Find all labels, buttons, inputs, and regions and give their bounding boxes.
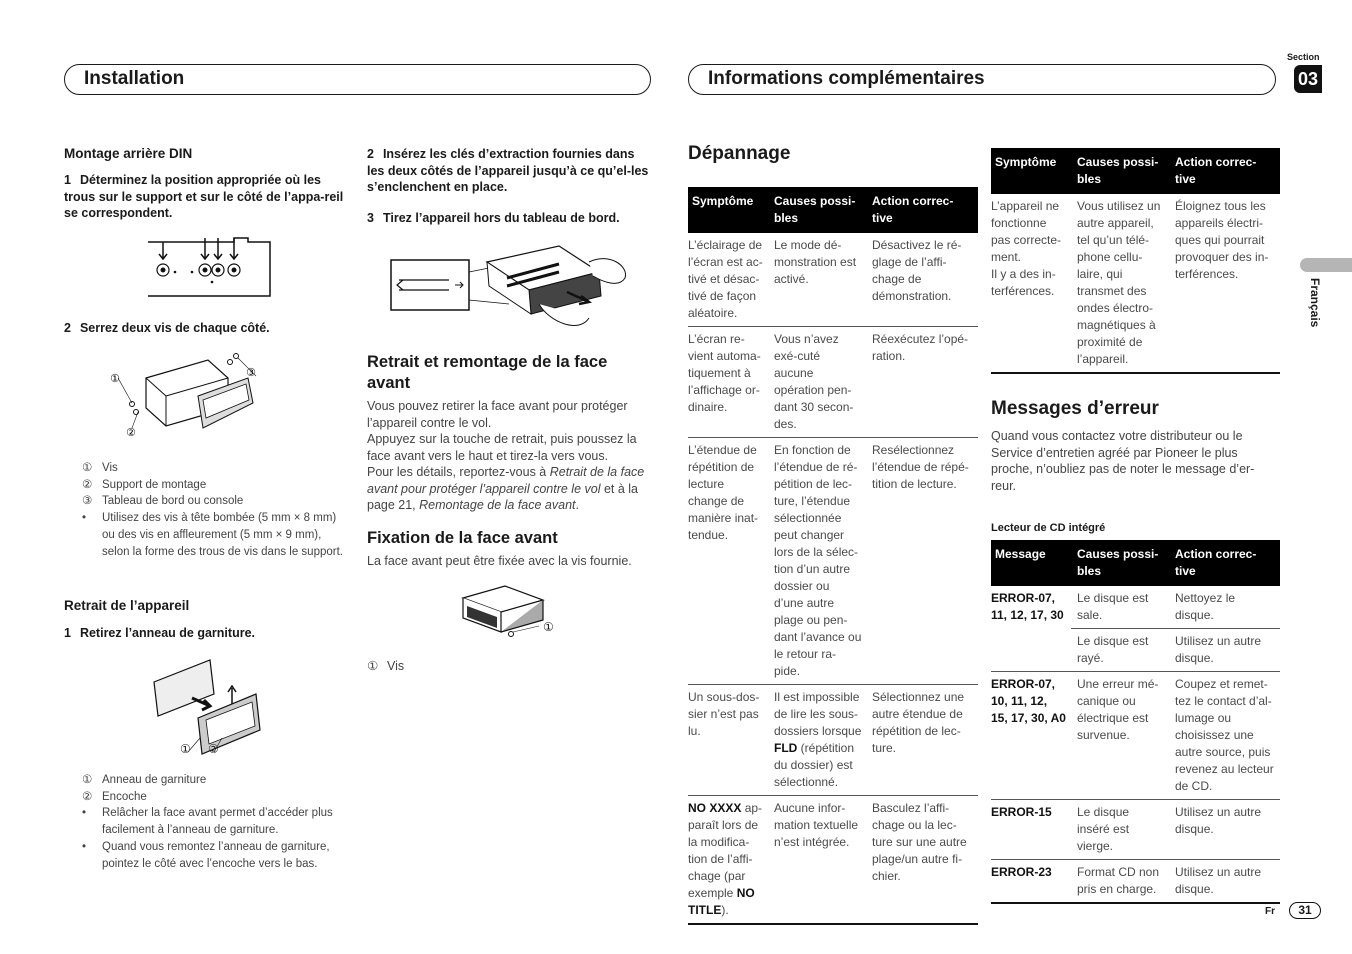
diagram-fixation-screw [459,584,561,644]
diagram-label-1: ① [110,372,120,385]
callout-list-1 [82,460,346,560]
table-row: ERROR-07, 11, 12, 17, 30 Le disque est sale. Nettoyez le disque. [991,586,1280,629]
table-row: L’écran re-vient automa-tiquement à l’affichage or-dinaire. Vous n’avez exé-cuté aucune opération pen-dant 30 secon-des. Réexécutez l’opé-ration. [688,327,978,438]
list-item: • Quand vous remontez l’anneau de garniture, pointez le côté avec l’encoche vers le bas. [82,840,330,870]
column-header: Symptôme [991,148,1071,194]
troubleshooting-table [688,187,978,925]
left-header-title: Installation [84,68,185,89]
column-header: Message [991,540,1071,586]
column-header: Action correc-tive [1169,148,1280,194]
list-item: ② Support de montage [82,478,207,491]
diagram-label-2: ② [126,426,136,439]
heading-retrait-appareil: Retrait de l’appareil [64,598,190,613]
column-4 [991,148,1280,896]
column-2 [367,146,651,673]
table-row: Un sous-dos-sier n’est pas lu. Il est impossible de lire les sous-dossiers lorsque FLD (répétition du dossier) est sélectionné. Sélectionnez une autre étendue de répétition de lec-ture. [688,685,978,796]
table-row: ERROR-23 Format CD non pris en charge. Utilisez un autre disque. [991,860,1280,904]
table-header-row [991,540,1280,586]
table-row: L’éclairage de l’écran est ac-tivé et désac-tivé de façon aléatoire. Le mode dé-monstration est activé. Désactivez le ré-glage de l’affi-chage de démonstration. [688,233,978,327]
right-header-pill [688,64,1276,95]
step-tirez: 3 Tirez l’appareil hors du tableau de bord. [367,211,620,225]
subheading-lecteur-cd: Lecteur de CD intégré [991,522,1106,534]
table-header-row [991,148,1280,194]
paragraph-messages-erreur: Quand vous contactez votre distributeur ou le Service d’entretien agréé par Pioneer le plus proche, n’oubliez pas de noter le message d’er-reur. [991,429,1255,493]
heading-montage-arriere: Montage arrière DIN [64,146,193,161]
column-3 [688,143,978,917]
diagram-label-trim-2: ② [208,742,219,756]
section-number: 03 [1294,65,1322,93]
paragraph-fixation: La face avant peut être fixée avec la vis fournie. [367,554,632,568]
list-item: ① Vis [367,659,405,673]
paragraph-retrait: Vous pouvez retirer la face avant pour protéger l’appareil contre le vol. Appuyez sur la touche de retrait, puis poussez la face avant vers le haut et tirez-la vers vous. Pour les détails, reportez-vous à Retrait de la face avant pour protéger l’appareil contre le vol et à la page 21, Remontage de la face avant. [367,399,645,512]
list-item: ① Vis [82,462,118,474]
language-tab [1300,258,1352,272]
table-header-row [688,187,978,233]
list-item: ③ Tableau de bord ou console [82,495,244,508]
table-row: ERROR-07, 10, 11, 12, 15, 17, 30, A0 Une erreur mé-canique ou électrique est survenue. Coupez et remet-tez le contact d’al-lumage ou choisissez une autre source, puis revenez au lecteur de CD. [991,672,1280,800]
diagram-label-fixation: ① [543,620,554,634]
diagram-label-3: ③ [246,366,256,379]
error-messages-table [991,540,1280,904]
list-item: • Utilisez des vis à tête bombée (5 mm × 8 mm) ou des vis en affleurement (5 mm × 9 mm), selon la forme des trous de vis dans le support. [82,512,343,558]
section-label: Section [1287,52,1320,62]
diagram-rear-din [148,236,273,300]
heading-retrait-remontage: Retrait et remontage de la face avant [367,353,608,392]
diagram-extraction-keys [389,242,639,338]
language-label: Français [1308,278,1322,328]
step-1: 1 Déterminez la position appropriée où les trous sur le support et sur le côté de l’appa-reil se correspondent. [64,173,344,220]
footer-lang-code: Fr [1265,906,1275,917]
diagram-screws-bracket [108,348,258,443]
callout-list-2 [82,772,346,872]
table-row: Le disque est rayé. Utilisez un autre disque. [991,629,1280,672]
diagram-label-trim-1: ① [180,742,191,756]
list-item: ① Anneau de garniture [82,774,207,786]
column-header: Symptôme [688,187,768,233]
table-row: L’appareil ne fonctionne pas correcte-ment. Il y a des in-terférences. Vous utilisez un autre appareil, tel qu’un télé-phone cellu-laire, qui transmet des ondes électro-magnétiques à proximité de l’appareil. Éloignez tous les appareils électri-ques qui pourrait provoquer des in-terférences. [991,194,1280,373]
heading-depannage: Dépannage [688,143,791,164]
heading-messages-erreur: Messages d’erreur [991,398,1159,419]
column-header: Causes possi-bles [1071,148,1169,194]
column-header: Causes possi-bles [1071,540,1169,586]
left-header-pill [64,64,651,95]
step-inserez: 2 Insérez les clés d’extraction fournies dans les deux côtés de l’appareil jusqu’à ce qu’el-les s’enclenchent en place. [367,147,649,194]
table-row: L’étendue de répétition de lecture change de manière inat-tendue. En fonction de l’étendue de ré-pétition de lec-ture, l’étendue sélectionnée peut changer lors de la sélec-tion d’un autre dossier ou d’une autre plage ou pen-dant l’avance ou le retour ra-pide. Resélectionnez l’étendue de répé-tition de lecture. [688,438,978,685]
column-header: Action correc-tive [1169,540,1280,586]
callout-list-fixation [367,658,567,675]
right-header-title: Informations complémentaires [708,68,985,89]
column-1 [64,146,346,870]
footer-page-number: 31 [1289,902,1321,919]
table-row: NO XXXX ap-paraît lors de la modifica-tion de l’affi-chage (par exemple NO TITLE). Aucune infor-mation textuelle n’est intégrée. Basculez l’affi-chage ou la lec-ture sur une autre plage/un autre fi-chier. [688,796,978,925]
step-2: 2 Serrez deux vis de chaque côté. [64,321,270,335]
troubleshooting-table-continued [991,148,1280,374]
list-item: ② Encoche [82,790,147,803]
column-header: Action correc-tive [866,187,978,233]
step-retirez: 1 Retirez l’anneau de garniture. [64,626,255,640]
list-item: • Relâcher la face avant permet d’accéder plus facilement à l’anneau de garniture. [82,807,333,837]
column-header: Causes possi-bles [768,187,866,233]
heading-fixation: Fixation de la face avant [367,529,558,547]
table-row: ERROR-15 Le disque inséré est vierge. Utilisez un autre disque. [991,800,1280,860]
